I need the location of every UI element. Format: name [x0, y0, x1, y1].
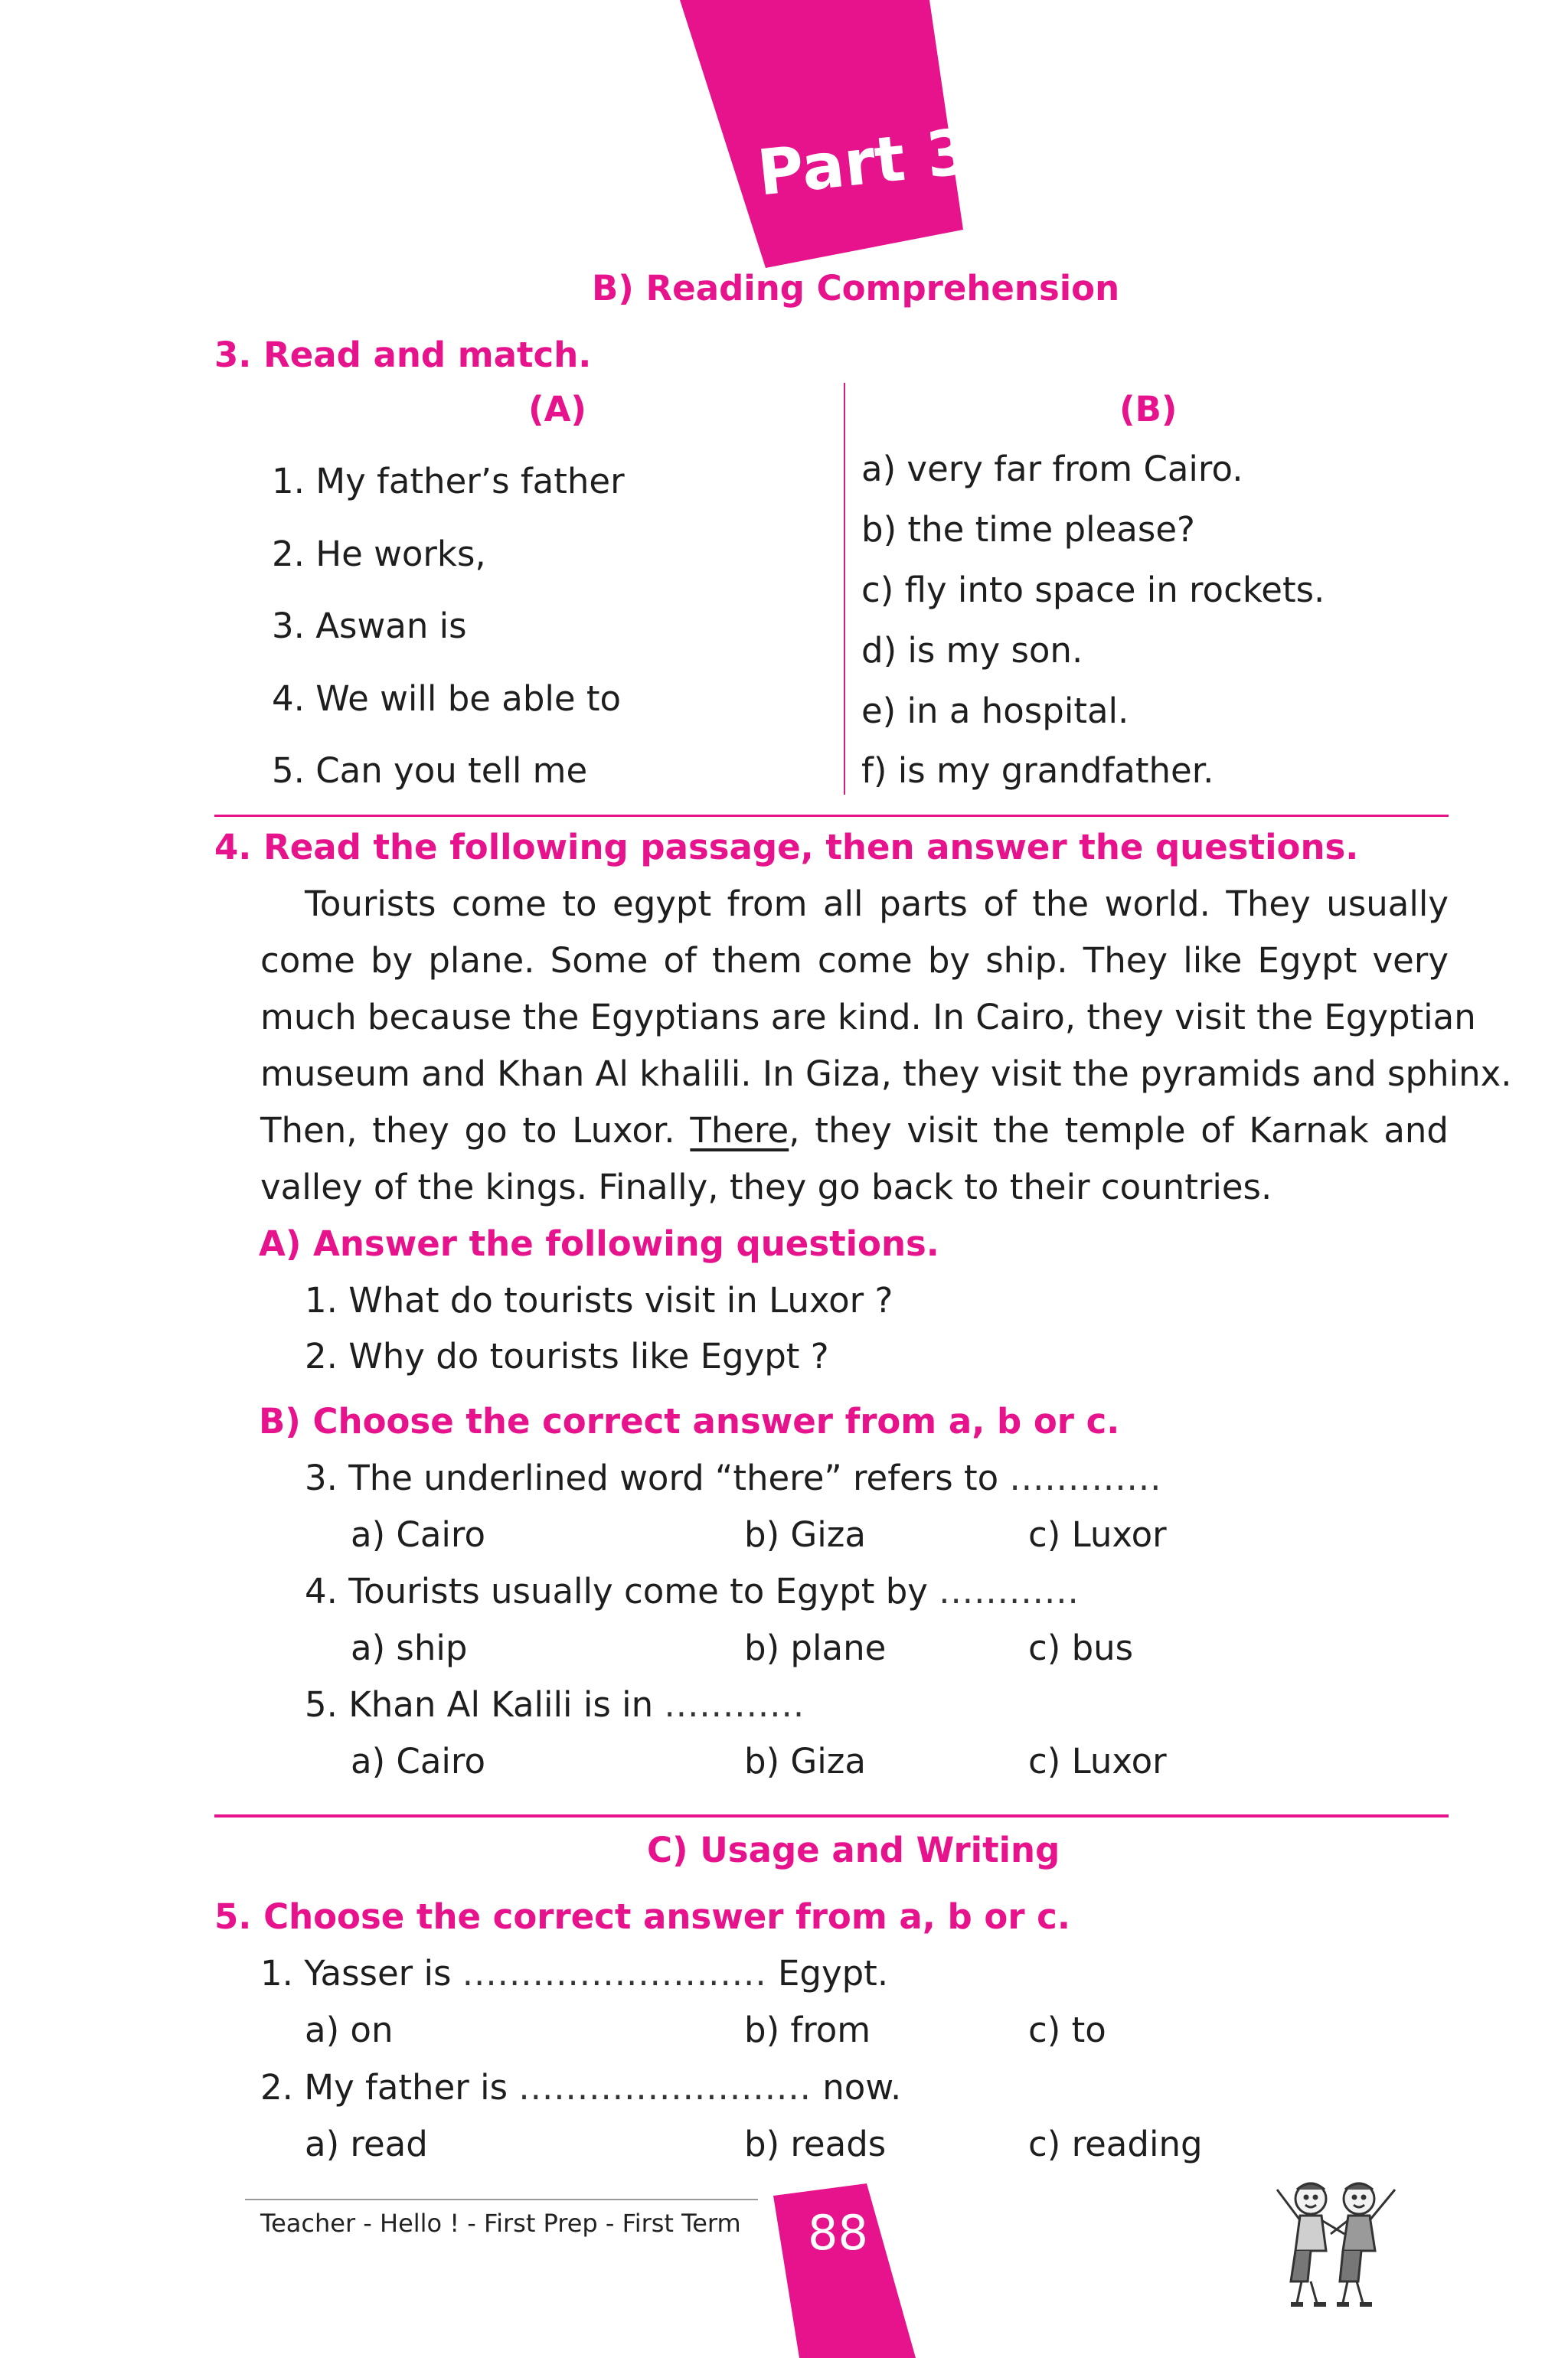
q5-question-1: 1. Yasser is .......................... Egypt. [260, 1953, 889, 1994]
footer-text: Teacher - Hello ! - First Prep - First Term [260, 2209, 741, 2238]
q4-part-b-title: B) Choose the correct answer from a, b or c. [259, 1401, 1120, 1442]
match-b-item-d: d) is my son. [861, 630, 1083, 671]
q5-q2-option-b: b) reads [744, 2124, 887, 2164]
answer-blank: ............. [1009, 1458, 1162, 1498]
match-a-item-5: 5. Can you tell me [272, 750, 588, 791]
match-b-item-e: e) in a hospital. [861, 691, 1129, 731]
passage-line-5-start: Then, they go to Luxor. [260, 1110, 675, 1151]
answer-blank: ............ [664, 1684, 805, 1725]
answer-blank: .......................... [462, 1953, 767, 1994]
match-a-item-1: 1. My father’s father [272, 461, 625, 501]
q5-title: 5. Choose the correct answer from a, b or c. [214, 1896, 1070, 1937]
children-illustration-icon [1263, 2167, 1409, 2312]
q4-mcq-5-option-c: c) Luxor [1028, 1741, 1167, 1782]
match-a-item-4: 4. We will be able to [272, 678, 622, 719]
answer-blank: ......................... [518, 2067, 812, 2108]
q4-mcq-3-option-c: c) Luxor [1028, 1514, 1167, 1555]
q4-mcq-5-stem: 5. Khan Al Kalili is in ............ [305, 1684, 805, 1725]
q4-mcq-5-option-b: b) Giza [744, 1741, 866, 1782]
page-number: 88 [808, 2205, 868, 2261]
passage-line-1: Tourists come to egypt from all parts of the world. They usually [305, 883, 1449, 924]
divider-q3-q4 [214, 815, 1449, 817]
passage-line-5-end: , they visit the temple of Karnak and [789, 1110, 1449, 1151]
column-divider [844, 383, 845, 795]
q4-mcq-3-option-b: b) Giza [744, 1514, 866, 1555]
q4-mcq-4-stem: 4. Tourists usually come to Egypt by ............ [305, 1571, 1080, 1612]
col-b-header: (B) [1119, 389, 1178, 429]
q5-q1-option-c: c) to [1028, 2010, 1106, 2050]
match-a-item-3: 3. Aswan is [272, 606, 467, 646]
passage-line-5 [260, 1110, 1449, 1151]
q4-question-2: 2. Why do tourists like Egypt ? [305, 1336, 829, 1377]
q5-q2-option-c: c) reading [1028, 2124, 1203, 2164]
section-c-title: C) Usage and Writing [647, 1830, 1060, 1870]
q4-mcq-4-option-c: c) bus [1028, 1628, 1134, 1668]
q5-q1-option-a: a) on [305, 2010, 394, 2050]
q4-mcq-4-option-b: b) plane [744, 1628, 887, 1668]
q4-question-1: 1. What do tourists visit in Luxor ? [305, 1280, 893, 1321]
q5-question-2: 2. My father is ......................... now. [260, 2067, 902, 2108]
underlined-word-there: There [690, 1110, 789, 1151]
section-b-title: B) Reading Comprehension [592, 268, 1120, 309]
match-b-item-b: b) the time please? [861, 509, 1195, 550]
q4-mcq-4-option-a: a) ship [351, 1628, 468, 1668]
passage-line-3: much because the Egyptians are kind. In Cairo, they visit the Egyptian [260, 997, 1476, 1037]
q4-title: 4. Read the following passage, then answer the questions. [214, 827, 1359, 867]
q4-part-a-title: A) Answer the following questions. [259, 1223, 939, 1264]
match-b-item-c: c) fly into space in rockets. [861, 570, 1325, 610]
match-a-item-2: 2. He works, [272, 534, 486, 574]
q5-q1-option-b: b) from [744, 2010, 871, 2050]
passage-line-6: valley of the kings. Finally, they go back to their countries. [260, 1167, 1272, 1207]
passage-line-4: museum and Khan Al khalili. In Giza, they visit the pyramids and sphinx. [260, 1053, 1512, 1094]
q4-mcq-5-option-a: a) Cairo [351, 1741, 485, 1782]
passage-line-2: come by plane. Some of them come by ship. They like Egypt very [260, 940, 1449, 981]
q5-q2-option-a: a) read [305, 2124, 428, 2164]
col-a-header: (A) [528, 389, 586, 429]
answer-blank: ............ [939, 1571, 1080, 1612]
divider-q4-section-c [214, 1814, 1449, 1817]
q4-mcq-3-option-a: a) Cairo [351, 1514, 485, 1555]
q3-title: 3. Read and match. [214, 335, 592, 375]
match-b-item-f: f) is my grandfather. [861, 750, 1214, 791]
match-b-item-a: a) very far from Cairo. [861, 449, 1243, 489]
q4-mcq-3-stem: 3. The underlined word “there” refers to ............. [305, 1458, 1162, 1498]
part-label: Part 3 [754, 115, 974, 211]
